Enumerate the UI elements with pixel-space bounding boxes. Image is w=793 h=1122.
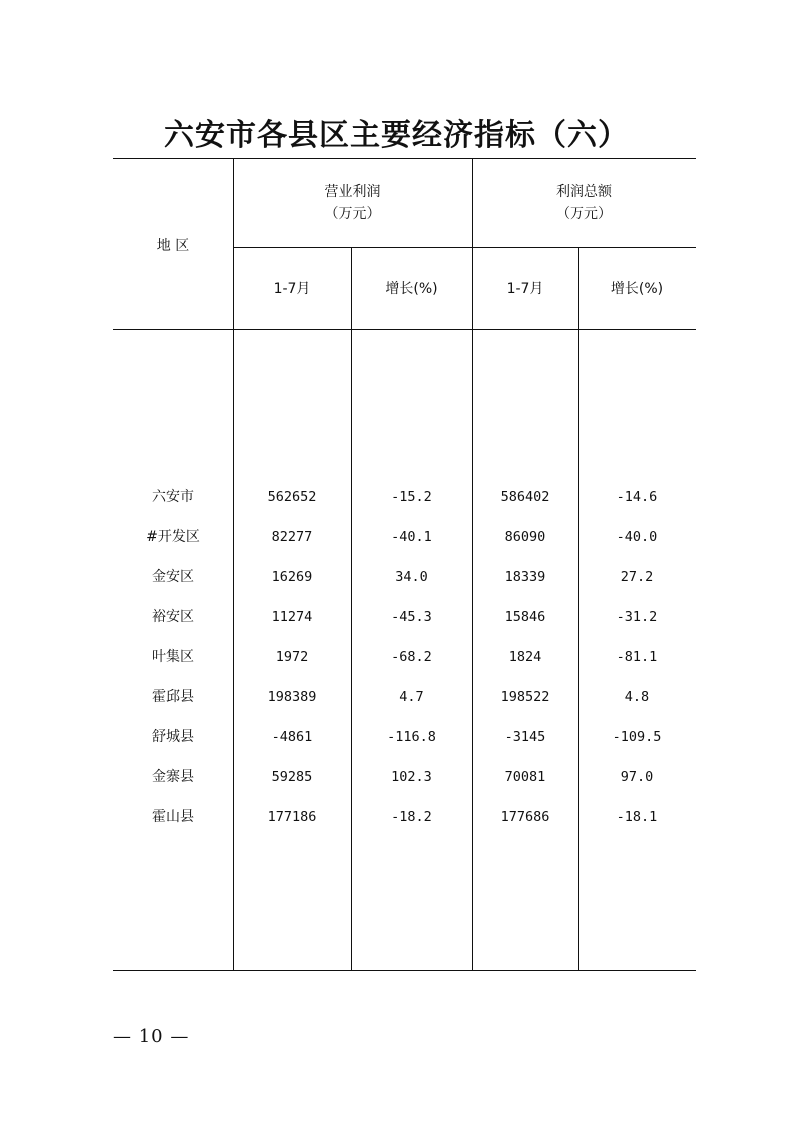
total-growth-value: -109.5 xyxy=(612,729,662,745)
op-growth-value: -116.8 xyxy=(387,729,436,745)
op-profit-value: 11274 xyxy=(271,609,313,625)
header-mid-rule xyxy=(233,247,696,248)
page-title: 六安市各县区主要经济指标（六） xyxy=(164,118,629,153)
total-growth-value: 27.2 xyxy=(620,569,654,585)
group1-name: 营业利润 xyxy=(324,184,381,200)
total-growth-value: -81.1 xyxy=(616,649,658,665)
region-name: 舒城县 xyxy=(152,729,194,745)
header-bottom-rule xyxy=(113,329,696,330)
header-group-operating-profit xyxy=(233,181,472,225)
total-profit-value: 18339 xyxy=(504,569,546,585)
header-total-growth: 增长(%) xyxy=(610,281,664,297)
region-name: 霍山县 xyxy=(152,809,194,825)
region-name: 金安区 xyxy=(152,569,194,585)
region-name: 叶集区 xyxy=(152,649,194,665)
header-region: 地 区 xyxy=(156,238,190,254)
header-total-period: 1-7月 xyxy=(506,281,544,297)
group1-unit: （万元） xyxy=(324,206,381,222)
op-profit-value: 1972 xyxy=(275,649,309,665)
total-profit-value: 15846 xyxy=(504,609,546,625)
op-profit-value: 59285 xyxy=(271,769,313,785)
group2-name: 利润总额 xyxy=(556,184,612,200)
op-profit-value: -4861 xyxy=(271,729,313,745)
header-op-growth: 增长(%) xyxy=(385,281,438,297)
header-group-total-profit xyxy=(472,181,696,225)
total-profit-value: -3145 xyxy=(504,729,546,745)
total-growth-value: -14.6 xyxy=(616,489,658,505)
op-growth-value: 102.3 xyxy=(391,769,432,785)
op-growth-value: -15.2 xyxy=(391,489,432,505)
table-bottom-rule xyxy=(113,970,696,971)
total-growth-value: -18.1 xyxy=(616,809,658,825)
region-name: #开发区 xyxy=(146,529,200,545)
op-profit-value: 198389 xyxy=(267,689,317,705)
op-profit-value: 16269 xyxy=(271,569,313,585)
op-growth-value: 34.0 xyxy=(395,569,428,585)
page-number: — 10 — xyxy=(113,1026,190,1047)
total-profit-value: 1824 xyxy=(508,649,542,665)
total-growth-value: -31.2 xyxy=(616,609,658,625)
total-profit-value: 198522 xyxy=(500,689,550,705)
group2-unit: （万元） xyxy=(556,206,612,222)
op-growth-value: -40.1 xyxy=(391,529,432,545)
region-name: 金寨县 xyxy=(152,769,194,785)
op-growth-value: -45.3 xyxy=(391,609,432,625)
op-growth-value: 4.7 xyxy=(399,689,424,705)
total-growth-value: 97.0 xyxy=(620,769,654,785)
total-growth-value: 4.8 xyxy=(624,689,650,705)
op-growth-value: -68.2 xyxy=(391,649,432,665)
region-name: 霍邱县 xyxy=(152,689,194,705)
header-op-period: 1-7月 xyxy=(273,281,311,297)
total-growth-value: -40.0 xyxy=(616,529,658,545)
total-profit-value: 586402 xyxy=(500,489,550,505)
total-profit-value: 86090 xyxy=(504,529,546,545)
region-name: 六安市 xyxy=(152,489,194,505)
region-name: 裕安区 xyxy=(152,609,194,625)
op-growth-value: -18.2 xyxy=(391,809,432,825)
total-profit-value: 177686 xyxy=(500,809,550,825)
op-profit-value: 82277 xyxy=(271,529,313,545)
table-top-rule xyxy=(113,158,696,159)
total-profit-value: 70081 xyxy=(504,769,546,785)
op-profit-value: 562652 xyxy=(267,489,317,505)
op-profit-value: 177186 xyxy=(267,809,317,825)
